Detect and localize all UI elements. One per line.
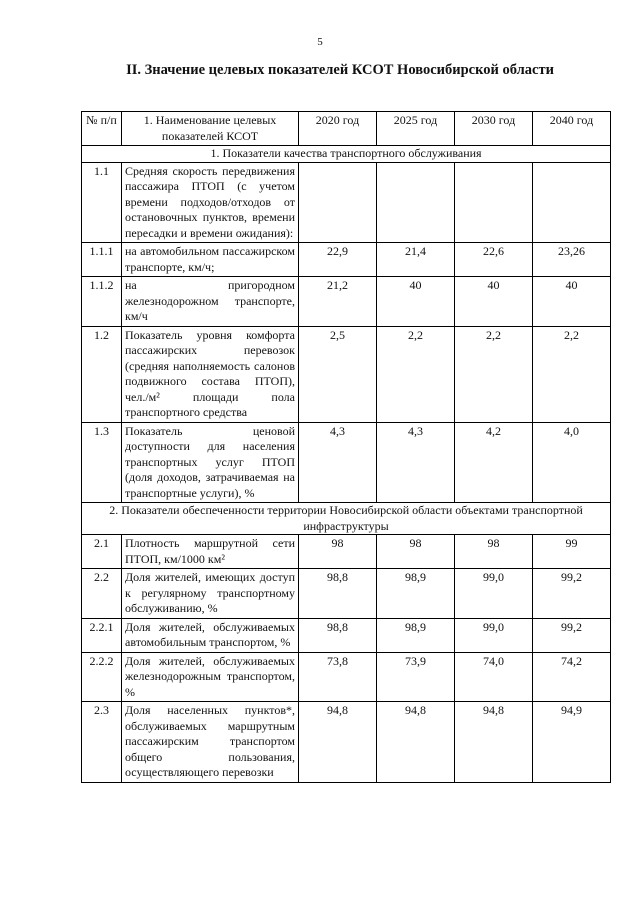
value-2020: 98 (299, 535, 377, 569)
value-2020: 22,9 (299, 243, 377, 277)
value-2025: 98,9 (377, 618, 455, 652)
header-2030: 2030 год (455, 112, 533, 146)
section-title: 2. Показатели обеспеченности территории Новосибирской области объектами транспортной инфраструктуры (82, 503, 611, 535)
value-2020 (299, 162, 377, 243)
value-2040: 4,0 (533, 422, 611, 503)
header-2020: 2020 год (299, 112, 377, 146)
value-2025: 21,4 (377, 243, 455, 277)
page-number: 5 (317, 36, 323, 48)
row-number: 1.3 (82, 422, 122, 503)
value-2025: 98 (377, 535, 455, 569)
row-number: 2.3 (82, 702, 122, 783)
value-2020: 98,8 (299, 569, 377, 619)
row-name: Доля жителей, имеющих доступ к регулярному транспортному обслуживанию, % (122, 569, 299, 619)
value-2025: 73,9 (377, 652, 455, 702)
value-2020: 2,5 (299, 326, 377, 422)
value-2040: 99,2 (533, 618, 611, 652)
header-num: № п/п (82, 112, 122, 146)
value-2030: 2,2 (455, 326, 533, 422)
value-2040: 74,2 (533, 652, 611, 702)
row-number: 2.2.2 (82, 652, 122, 702)
value-2025: 94,8 (377, 702, 455, 783)
row-number: 2.1 (82, 535, 122, 569)
value-2030: 99,0 (455, 618, 533, 652)
table-row (82, 618, 611, 652)
row-name: Плотность маршрутной сети ПТОП, км/1000 км² (122, 535, 299, 569)
header-name: 1. Наименование целевых показателей КСОТ (122, 112, 299, 146)
row-number: 1.1.1 (82, 243, 122, 277)
row-name: Показатель уровня комфорта пассажирских перевозок (средняя наполняемость салонов подвижного состава ПТОП), чел./м² площади пола транспортного средства (122, 326, 299, 422)
value-2025: 4,3 (377, 422, 455, 503)
value-2025: 40 (377, 277, 455, 327)
row-number: 2.2 (82, 569, 122, 619)
row-number: 1.1.2 (82, 277, 122, 327)
header-2025: 2025 год (377, 112, 455, 146)
value-2040: 99,2 (533, 569, 611, 619)
value-2040: 94,9 (533, 702, 611, 783)
table-row (82, 277, 611, 327)
value-2040: 2,2 (533, 326, 611, 422)
document-title: II. Значение целевых показателей КСОТ Новосибирской области (126, 62, 554, 78)
table-row (82, 702, 611, 783)
row-name: на автомобильном пассажирском транспорте, км/ч; (122, 243, 299, 277)
value-2020: 21,2 (299, 277, 377, 327)
section-row (82, 146, 611, 163)
row-name: на пригородном железнодорожном транспорте, км/ч (122, 277, 299, 327)
value-2040: 23,26 (533, 243, 611, 277)
value-2040: 40 (533, 277, 611, 327)
row-name: Показатель ценовой доступности для населения транспортных услуг ПТОП (доля доходов, затрачиваемая на транспортные услуги), % (122, 422, 299, 503)
table-row (82, 326, 611, 422)
section-title: 1. Показатели качества транспортного обслуживания (82, 146, 611, 163)
value-2030: 99,0 (455, 569, 533, 619)
table-header-row (82, 112, 611, 146)
row-name: Доля населенных пунктов*, обслуживаемых маршрутным пассажирским транспортом общего пользования, осуществляющего перевозки (122, 702, 299, 783)
row-number: 2.2.1 (82, 618, 122, 652)
table-row (82, 535, 611, 569)
table-row (82, 243, 611, 277)
value-2020: 4,3 (299, 422, 377, 503)
value-2030 (455, 162, 533, 243)
row-number: 1.2 (82, 326, 122, 422)
row-number: 1.1 (82, 162, 122, 243)
value-2020: 73,8 (299, 652, 377, 702)
value-2025 (377, 162, 455, 243)
value-2030: 22,6 (455, 243, 533, 277)
value-2040 (533, 162, 611, 243)
value-2025: 2,2 (377, 326, 455, 422)
row-name: Доля жителей, обслуживаемых автомобильным транспортом, % (122, 618, 299, 652)
value-2020: 94,8 (299, 702, 377, 783)
value-2030: 98 (455, 535, 533, 569)
row-name: Доля жителей, обслуживаемых железнодорожным транспортом, % (122, 652, 299, 702)
header-2040: 2040 год (533, 112, 611, 146)
section-row (82, 503, 611, 535)
indicators-table (81, 111, 611, 783)
value-2025: 98,9 (377, 569, 455, 619)
table-row (82, 569, 611, 619)
value-2020: 98,8 (299, 618, 377, 652)
value-2040: 99 (533, 535, 611, 569)
value-2030: 40 (455, 277, 533, 327)
row-name: Средняя скорость передвижения пассажира ПТОП (с учетом времени подходов/отходов от остановочных пунктов, времени пересадки и времени ожидания): (122, 162, 299, 243)
value-2030: 74,0 (455, 652, 533, 702)
value-2030: 4,2 (455, 422, 533, 503)
value-2030: 94,8 (455, 702, 533, 783)
table-row (82, 652, 611, 702)
table-row (82, 422, 611, 503)
table-row (82, 162, 611, 243)
